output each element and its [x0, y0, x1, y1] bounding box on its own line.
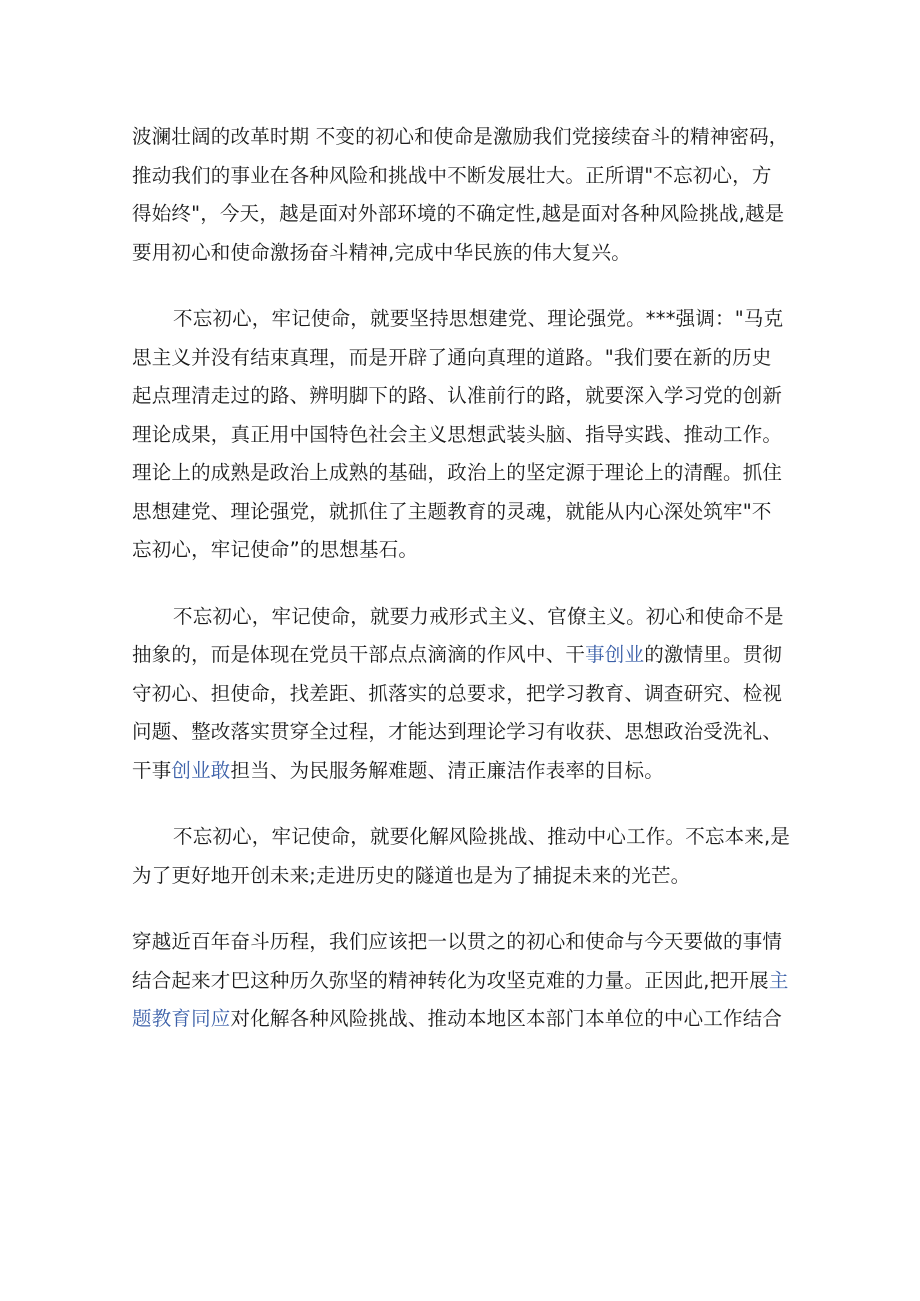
text-segment: 得始终"，今天，越是面对外部环境的不确定性,越是面对各种风险挑战,越是: [132, 202, 785, 225]
highlighted-link-text[interactable]: 事创业: [585, 643, 645, 666]
text-line: [132, 818, 802, 857]
text-segment: 不忘初心，牢记使命，就要力戒形式主义、官僚主义。初心和使命不是: [173, 604, 784, 628]
paragraph: [132, 923, 802, 1039]
text-line: [132, 857, 802, 896]
text-segment: 波澜壮阔的改革时期 不变的初心和使命是激励我们党接续奋斗的精神密码，: [132, 125, 789, 148]
text-segment: 抽象的，而是体现在党员干部点点滴滴的作风中、干: [132, 643, 586, 666]
text-line: [132, 713, 802, 752]
paragraph-gap: [132, 790, 802, 818]
paragraph-gap: [132, 570, 802, 598]
highlighted-link-text[interactable]: 创业敢: [171, 758, 231, 782]
text-segment: 为了更好地开创未来;走进历史的隧道也是为了捕捉未来的光芒。: [132, 863, 691, 887]
text-line: [132, 923, 802, 962]
text-line: [132, 598, 802, 637]
text-segment: 守初心、担使命，找差距、抓落实的总要求，把学习教育、调查研究、检视: [132, 681, 783, 705]
text-line: [132, 675, 802, 714]
text-line: [132, 752, 802, 791]
text-segment: 理论成果，真正用中国特色社会主义思想武装头脑、指导实践、推动工作。: [132, 422, 783, 446]
text-segment: 不忘初心，牢记使命，就要坚持思想建党、理论强党。***强调："马克: [173, 307, 784, 330]
highlighted-link-text[interactable]: 题教育同应: [132, 1007, 231, 1030]
paragraph: [132, 300, 802, 570]
text-segment: 对化解各种风险挑战、推动本地区本部门本单位的中心工作结合: [230, 1007, 783, 1030]
text-line: [132, 1000, 802, 1039]
text-segment: 问题、整改落实贯穿全过程，才能达到理论学习有收获、思想政治受洗礼、: [132, 720, 783, 743]
text-line: [132, 493, 802, 532]
highlighted-link-text[interactable]: 主: [768, 968, 789, 992]
paragraph-gap: [132, 272, 802, 300]
text-segment: 忘初心，牢记使命”的思想基石。: [132, 538, 419, 561]
text-line: [132, 339, 802, 378]
text-segment: 担当、为民服务解难题、清正廉洁作表率的目标。: [230, 758, 664, 782]
paragraph-gap: [132, 895, 802, 923]
text-line: [132, 962, 802, 1001]
paragraph: [132, 818, 802, 895]
text-segment: 结合起来才巴这种历久弥坚的精神转化为攻坚克难的力量。正因此,把开展: [132, 968, 769, 992]
text-segment: 推动我们的事业在各种风险和挑战中不断发展壮大。正所谓"不忘初心，方: [132, 163, 772, 187]
text-segment: 干事: [132, 758, 172, 782]
text-line: [132, 531, 802, 570]
text-line: [132, 118, 802, 157]
text-segment: 要用初心和使命激扬奋斗精神,完成中华民族的伟大复兴。: [132, 240, 631, 264]
text-line: [132, 416, 802, 455]
text-segment: 起点理清走过的路、辨明脚下的路、认准前行的路，就要深入学习党的创新: [132, 384, 783, 407]
document-body: [132, 118, 802, 1039]
text-line: [132, 195, 802, 234]
text-line: [132, 234, 802, 273]
paragraph: [132, 598, 802, 791]
text-segment: 的激情里。贯彻: [644, 643, 783, 666]
text-segment: 思主义并没有结束真理，而是开辟了通向真理的道路。"我们要在新的历史: [132, 345, 772, 369]
text-line: [132, 377, 802, 416]
text-segment: 理论上的成熟是政治上成熟的基础，政治上的坚定源于理论上的清醒。抓住: [132, 461, 783, 484]
paragraph: [132, 118, 802, 272]
text-line: [132, 636, 802, 675]
text-segment: 不忘初心，牢记使命，就要化解风险挑战、推动中心工作。不忘本来,是: [173, 825, 791, 848]
text-line: [132, 454, 802, 493]
text-segment: 思想建党、理论强党，就抓住了主题教育的灵魂，就能从内心深处筑牢"不: [132, 499, 772, 523]
text-line: [132, 300, 802, 339]
text-line: [132, 157, 802, 196]
text-segment: 穿越近百年奋斗历程，我们应该把一以贯之的初心和使命与今天要做的事情: [132, 930, 783, 953]
